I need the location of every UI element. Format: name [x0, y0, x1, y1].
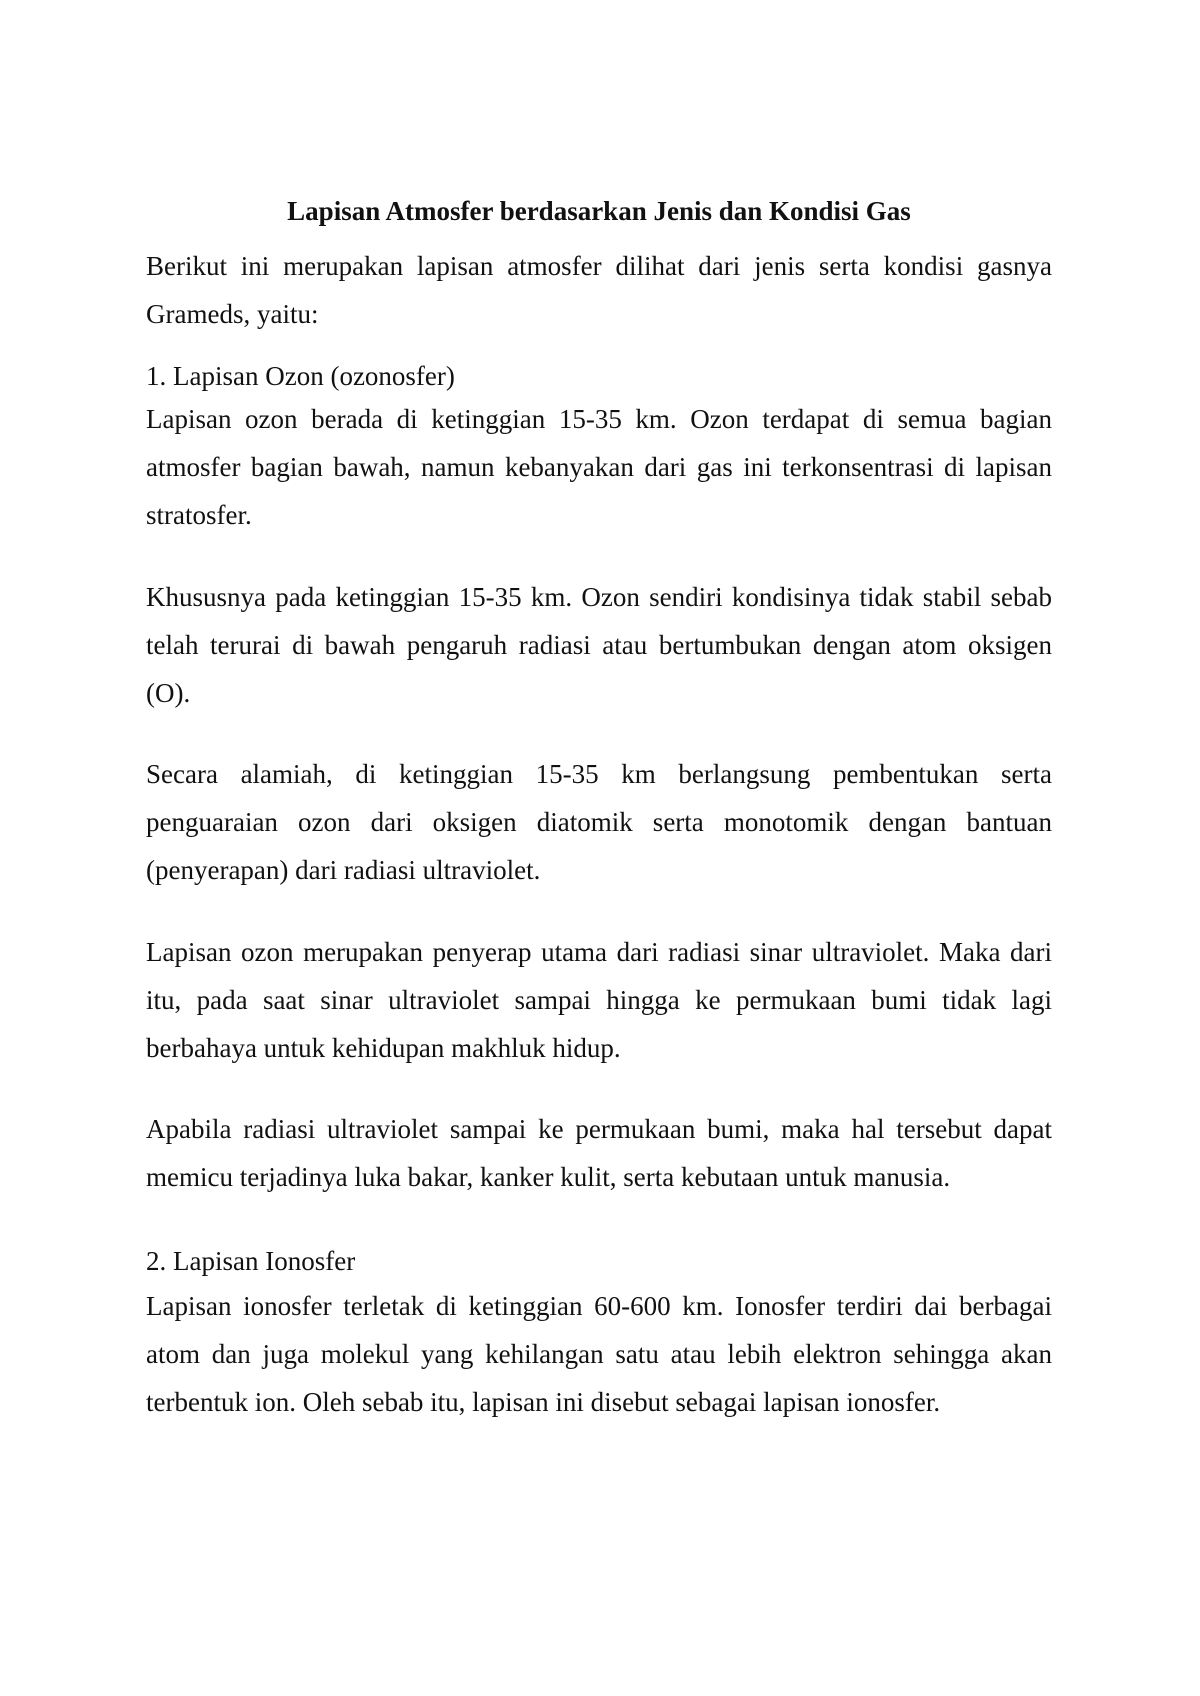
ozon-paragraph-1: Lapisan ozon berada di ketinggian 15-35 km. Ozon terdapat di semua bagian atmosfer bagian bawah, namun kebanyakan dari gas ini terkonsentrasi di lapisan stratosfer.: [146, 404, 1052, 530]
section-heading-ozon: 1. Lapisan Ozon (ozonosfer): [146, 361, 455, 391]
ionosfer-paragraph-1: Lapisan ionosfer terletak di ketinggian 60-600 km. Ionosfer terdiri dai berbagai atom dan juga molekul yang kehilangan satu atau lebih elektron sehingga akan terbentuk ion. Oleh sebab itu, lapisan ini disebut sebagai lapisan ionosfer.: [146, 1291, 1052, 1417]
ozon-paragraph-4: Lapisan ozon merupakan penyerap utama dari radiasi sinar ultraviolet. Maka dari itu, pada saat sinar ultraviolet sampai hingga ke permukaan bumi tidak lagi berbahaya untuk kehidupan makhluk hidup.: [146, 937, 1052, 1063]
intro-paragraph: Berikut ini merupakan lapisan atmosfer dilihat dari jenis serta kondisi gasnya Grameds, yaitu:: [146, 251, 1052, 329]
ozon-paragraph-3: Secara alamiah, di ketinggian 15-35 km berlangsung pembentukan serta penguaraian ozon dari oksigen diatomik serta monotomik dengan bantuan (penyerapan) dari radiasi ultraviolet.: [146, 759, 1052, 885]
section-heading-ionosfer: 2. Lapisan Ionosfer: [146, 1246, 356, 1276]
ozon-paragraph-5: Apabila radiasi ultraviolet sampai ke permukaan bumi, maka hal tersebut dapat memicu terjadinya luka bakar, kanker kulit, serta kebutaan untuk manusia.: [146, 1114, 1052, 1192]
document-title: Lapisan Atmosfer berdasarkan Jenis dan Kondisi Gas: [287, 196, 911, 226]
ozon-paragraph-2: Khususnya pada ketinggian 15-35 km. Ozon sendiri kondisinya tidak stabil sebab telah terurai di bawah pengaruh radiasi atau bertumbukan dengan atom oksigen (O).: [146, 582, 1052, 708]
